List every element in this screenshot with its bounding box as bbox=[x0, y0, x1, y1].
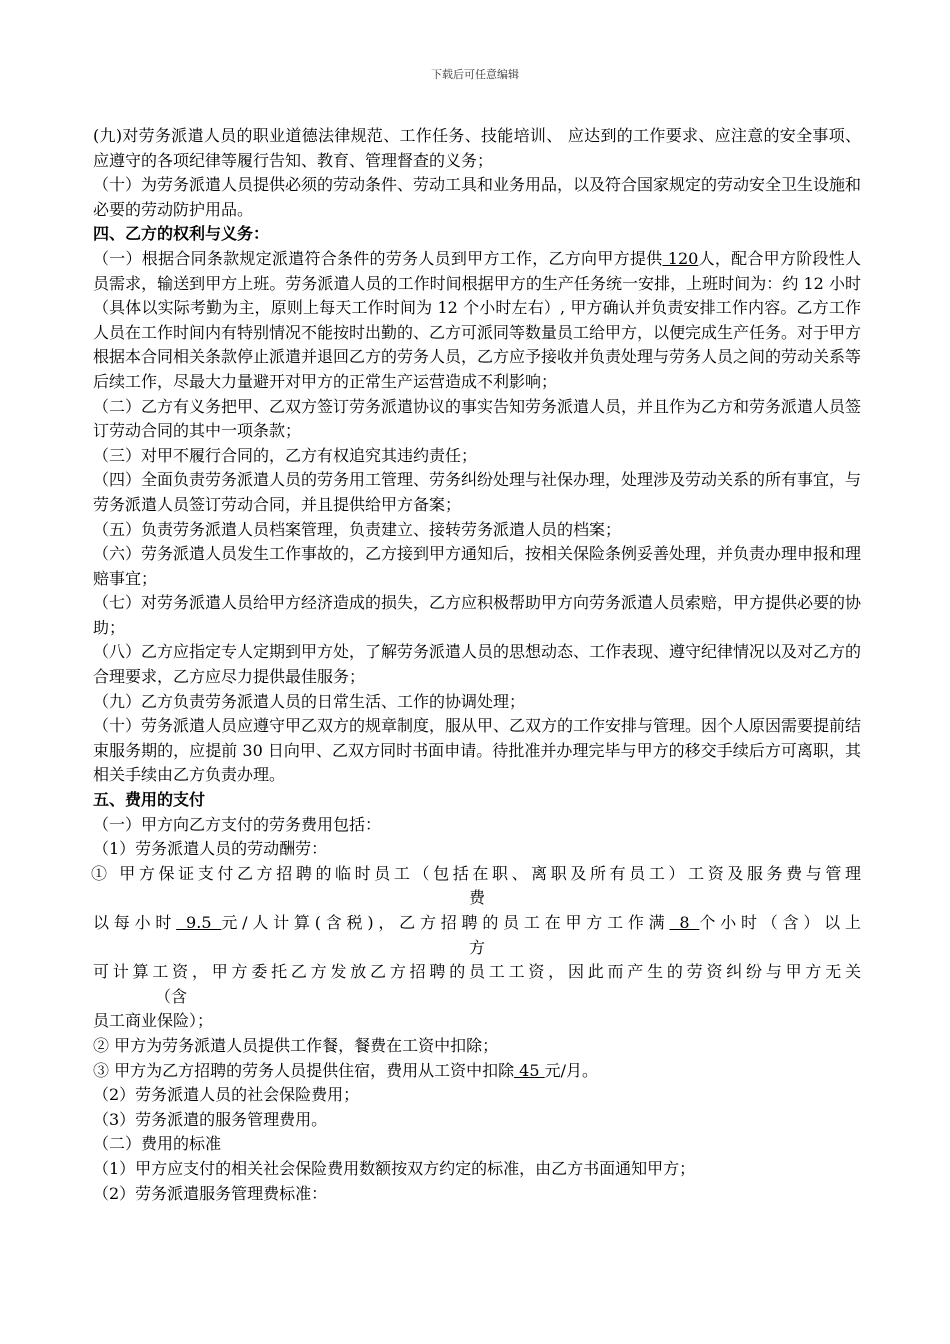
clause-jia-10: （十）为劳务派遣人员提供必须的劳动条件、劳动工具和业务用品，以及符合国家规定的劳动安全卫生设施和必要的劳动防护用品。 bbox=[93, 175, 862, 219]
remuneration-line-1: ① 甲方保证支付乙方招聘的临时员工（包括在职、离职及所有员工）工资及服务费与管理 bbox=[91, 863, 861, 883]
clause-yi-2: （二）乙方有义务把甲、乙双方签订劳务派遣协议的事实告知劳务派遣人员，并且作为乙方和劳务派遣人员签订劳动合同的其中一项条款； bbox=[93, 396, 862, 441]
remuneration-line-3: 可计算工资，甲方委托乙方发放乙方招聘的员工工资，因此而产生的劳资纠纷与甲方无关 bbox=[93, 962, 861, 982]
fee-item-1: （一）甲方向乙方支付的劳务费用包括： bbox=[93, 814, 382, 834]
fee-item-2-2: （2）劳务派遣服务管理费标准： bbox=[93, 1183, 328, 1203]
clause-yi-8: （八）乙方应指定专人定期到甲方处，了解劳务派遣人员的思想动态、工作表现、遵守纪律情况以及对乙方的合理要求，乙方应尽力提供最佳服务； bbox=[93, 642, 862, 687]
housing-text: ③ 甲方为乙方招聘的劳务人员提供住宿，费用从工资中扣除 bbox=[93, 1060, 515, 1080]
clause-yi-7: （七）对劳务派遣人员给甲方经济造成的损失，乙方应积极帮助甲方向劳务派遣人员索赔，甲方提供必要的协助； bbox=[93, 593, 862, 637]
staff-count-value: 120 bbox=[662, 248, 699, 268]
document-body bbox=[93, 124, 861, 1206]
fee-item-2-1: （1）甲方应支付的相关社会保险费用数额按双方约定的标准，由乙方书面通知甲方； bbox=[93, 1158, 696, 1178]
meal-clause: ② 甲方为劳务派遣人员提供工作餐，餐费在工资中扣除； bbox=[93, 1035, 499, 1055]
clause-jia-9: (九)对劳务派遣人员的职业道德法律规范、工作任务、技能培训、 应达到的工作要求、应注意的安全事项、应遵守的各项纪律等履行告知、教育、管理督查的义务； bbox=[93, 126, 861, 170]
remuneration-line-3-tail: （含 bbox=[155, 986, 188, 1006]
housing-unit: 元/月。 bbox=[544, 1060, 599, 1080]
clause-yi-10: （十）劳务派遣人员应遵守甲乙双方的规章制度，服从甲、乙双方的工作安排与管理。因个人原因需要提前结束服务期的，应提前 30 日向甲、乙双方同时书面申请。待批准并办理完毕与甲方的移交手续后方可离职，其相关手续由乙方负责办理。 bbox=[93, 716, 862, 785]
fee-item-1-2: （2）劳务派遣人员的社会保险费用； bbox=[93, 1085, 360, 1105]
clause-yi-1-text: （一）根据合同条款规定派遣符合条件的劳务人员到甲方工作，乙方向甲方提供 bbox=[93, 248, 663, 268]
clause-yi-1 bbox=[93, 247, 861, 395]
remuneration-line-4: 员工商业保险）； bbox=[93, 1011, 214, 1031]
section-4-heading: 四、乙方的权利与义务： bbox=[93, 224, 270, 244]
section-5-heading: 五、费用的支付 bbox=[93, 790, 206, 810]
remuneration-line-1-tail: 费 bbox=[468, 888, 485, 908]
clause-yi-6: （六）劳务派遣人员发生工作事故的，乙方接到甲方通知后，按相关保险条例妥善处理，并负责办理申报和理赔事宜； bbox=[93, 544, 862, 588]
min-hours-text: 个小时（含）以上 bbox=[699, 913, 861, 932]
fee-item-1-3: （3）劳务派遣的服务管理费用。 bbox=[93, 1109, 328, 1129]
min-hours-value: 8 bbox=[669, 913, 700, 932]
hourly-rate-text: 元/人计算(含税)，乙方招聘的员工在甲方工作满 bbox=[221, 913, 670, 932]
remuneration-line-2-tail: 方 bbox=[468, 937, 485, 957]
remuneration-line-2 bbox=[93, 911, 861, 936]
fee-item-1-1: （1）劳务派遣人员的劳动酬劳： bbox=[93, 839, 328, 859]
clause-yi-5: （五）负责劳务派遣人员档案管理，负责建立、接转劳务派遣人员的档案； bbox=[93, 519, 622, 539]
hourly-rate-value: 9.5 bbox=[176, 913, 222, 932]
clause-yi-9: （九）乙方负责劳务派遣人员的日常生活、工作的协调处理； bbox=[93, 691, 526, 711]
housing-clause bbox=[93, 1059, 861, 1084]
clause-yi-3: （三）对甲不履行合同的，乙方有权追究其违约责任； bbox=[93, 445, 478, 465]
clause-yi-1-rest: 人，配合甲方阶段性人员需求，输送到甲方上班。劳务派遣人员的工作时间根据甲方的生产任务统一安排，上班时间为：约 12 小时（具体以实际考勤为主，原则上每天工作时间为 12 个小时左右）, 甲方确认并负责安排工作内容。乙方工作人员在工作时间内有特别情况不能按时出勤的、乙方可派同等数量员工给甲方，以便完成生产任务。对于甲方根据本合同相关条款停止派遣并退回乙方的劳务人员，乙方应予接收并负责处理与劳务人员之间的劳动关系等后续工作，尽最大力量避开对甲方的正常生产运营造成不利影响； bbox=[93, 248, 862, 391]
clause-yi-4: （四）全面负责劳务派遣人员的劳务用工管理、劳务纠纷处理与社保办理，处理涉及劳动关系的所有事宜，与劳务派遣人员签订劳动合同，并且提供给甲方备案； bbox=[93, 470, 862, 514]
hourly-rate-label: 以每小时 bbox=[93, 913, 177, 932]
housing-fee-value: 45 bbox=[514, 1060, 545, 1080]
page-header: 下载后可任意编辑 bbox=[431, 68, 519, 81]
fee-item-2: （二）费用的标准 bbox=[93, 1134, 222, 1154]
